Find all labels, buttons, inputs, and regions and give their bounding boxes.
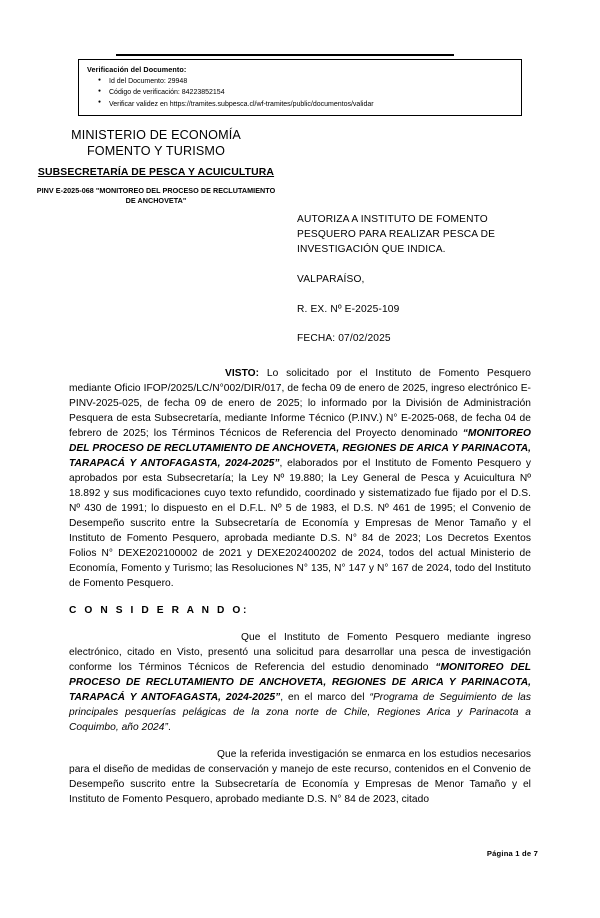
document-body	[69, 367, 531, 808]
verification-document-id: ● Id del Documento: 29948	[109, 76, 515, 87]
verification-url[interactable]: ● Verificar validez en https://tramites.subpesca.cl/wf-tramites/public/documentos/validar	[109, 99, 515, 110]
visto-text-part-2: , elaborados por el Instituto de Fomento Pesquero y aprobados por esta Subsecretaría; la Ley Nº 19.880; la Ley General de Pesca y Acuicultura Nº 18.892 y sus modificaciones cuyo texto refundido, coordinado y sistematizado fue fijado por el D.S. Nº 430 de 1991; lo dispuesto en el D.F.L. Nº 5 de 1983, el D.S. Nº 461 de 1995; el Convenio de Desempeño suscrito entre la Subsecretaría de Economía y Empresas de Menor Tamaño y el Instituto de Fomento Pesquero, aprobada mediante D.S. N° 84 de 2023; Los Decretos Exentos Folios N° DEXE202100002 de 2021 y DEXE202400202 de 2024, todos del actual Ministerio de Economía, Fomento y Turismo; las Resoluciones N° 135, N° 147 y N° 167 de 2024, todo del Instituto de Fomento Pesquero.	[69, 457, 531, 589]
considerando-1-study-title: “MONITOREO DEL PROCESO DE RECLUTAMIENTO DE ANCHOVETA, REGIONES DE ARICA Y PARINACOTA, TARAPACÁ Y ANTOFAGASTA, 2024-2025”	[69, 661, 531, 703]
visto-text-part-1: Lo solicitado por el Instituto de Fomento Pesquero mediante Oficio IFOP/2025/LC/N°002/DIR/017, de fecha 09 de enero de 2025, ingreso electrónico E-PINV-2025-025, de fecha 09 de enero de 2025; lo informado por la División de Administración Pesquera de esta Subsecretaría, mediante Informe Técnico (P.INV.) N° E-2025-068, de fecha 04 de febrero de 2025; los Términos Técnicos de Referencia del Proyecto denominado	[69, 368, 531, 439]
considerando-1-program-name: “Programa de Seguimiento de las principales pesquerías pelágicas de la zona norte de Chile, Regiones Arica y Parinacota a Coquimbo, año 2024”	[69, 691, 531, 733]
considerando-paragraph-1	[69, 631, 531, 736]
project-reference: PINV E-2025-068 "MONITOREO DEL PROCESO DE RECLUTAMIENTO DE ANCHOVETA"	[36, 185, 276, 206]
verification-box	[78, 59, 522, 116]
verification-title: Verificación del Documento:	[87, 65, 187, 74]
visto-study-title: “MONITOREO DEL PROCESO DE RECLUTAMIENTO DE ANCHOVETA, REGIONES DE ARICA Y PARINACOTA, TARAPACÁ Y ANTOFAGASTA, 2024-2025”	[69, 427, 531, 469]
resolution-number: R. EX. Nº E-2025-109	[297, 303, 400, 315]
considerando-paragraph-2: Que la referida investigación se enmarca en los estudios necesarios para el diseño de medidas de conservación y manejo de este recurso, contenidos en el Convenio de Desempeño suscrito entre la Subsecretaría de Economía y Empresas de Menor Tamaño y el Instituto de Fomento Pesquero, aprobado mediante D.S. N° 84 de 2023, citado	[69, 748, 531, 805]
subsecretaria-heading: SUBSECRETARÍA DE PESCA Y ACUICULTURA	[37, 167, 275, 179]
verification-code: ● Código de verificación: 84223852154	[109, 87, 515, 98]
stamp-top-rule	[116, 54, 454, 56]
verification-list	[87, 76, 515, 110]
resolution-date: FECHA: 07/02/2025	[297, 333, 391, 345]
considerando-1-part-1: Que el Instituto de Fomento Pesquero mediante ingreso electrónico, citado en Visto, presentó una solicitud para desarrollar una pesca de investigación conforme los Términos Técnicos de Referencia del estudio denominado	[69, 631, 531, 673]
considerando-heading: C O N S I D E R A N D O:	[69, 604, 249, 616]
visto-label: VISTO:	[225, 368, 260, 379]
masthead	[36, 127, 276, 207]
visto-paragraph	[69, 367, 531, 592]
resolution-city: VALPARAÍSO,	[297, 273, 365, 285]
ministry-line-2: FOMENTO Y TURISMO	[86, 144, 226, 159]
resolution-heading-block	[297, 213, 529, 347]
ministry-line-1: MINISTERIO DE ECONOMÍA	[71, 128, 241, 142]
verification-stamp	[78, 59, 522, 116]
considerando-1-part-3: .	[167, 721, 171, 733]
resolution-subject: AUTORIZA A INSTITUTO DE FOMENTO PESQUERO PARA REALIZAR PESCA DE INVESTIGACIÓN QUE INDICA.	[297, 214, 496, 255]
considerando-1-part-2: , en el marco del	[280, 691, 370, 703]
page-footer: Página 1 de 7	[486, 849, 538, 858]
